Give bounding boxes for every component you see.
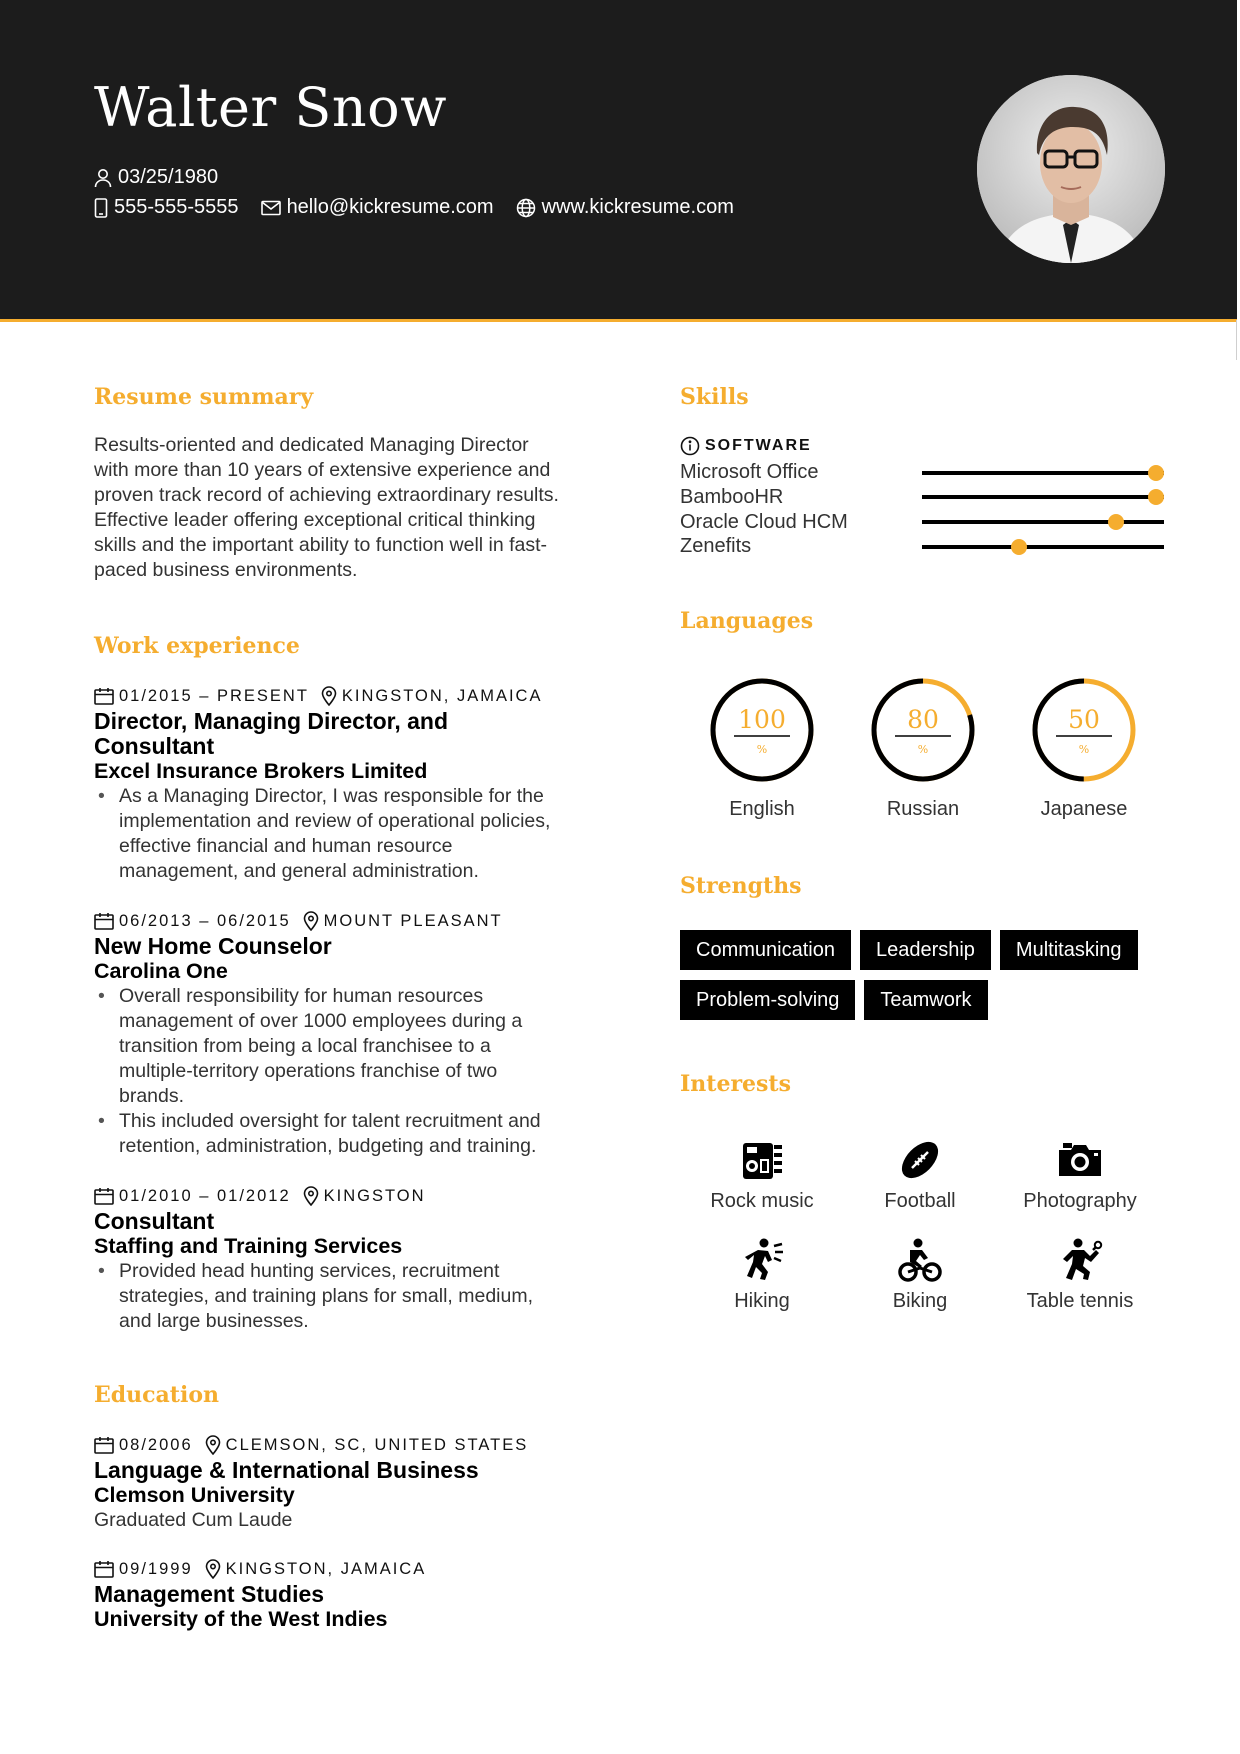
skill-bar-marker (1011, 539, 1027, 555)
language-percent-unit: % (756, 743, 768, 756)
language-name: English (729, 798, 795, 820)
job-bullets (94, 1259, 594, 1334)
skill-name: Oracle Cloud HCM (680, 511, 848, 533)
summary-line: skills and the important ability to function well in fast- (94, 534, 548, 556)
table-tennis-player-icon (1056, 1236, 1104, 1284)
bullet-line: transition from being a local franchisee to a (119, 1035, 491, 1057)
contact-row (94, 196, 756, 219)
email[interactable] (261, 196, 494, 219)
education-degree: Language & International Business (94, 1457, 479, 1483)
hiker-icon (738, 1236, 786, 1284)
summary-line: Results-oriented and dedicated Managing Director (94, 434, 529, 456)
interest-name: Hiking (734, 1290, 790, 1312)
birthdate-row (94, 166, 240, 189)
education-entry (94, 1434, 594, 1533)
page-edge-divider (1236, 320, 1237, 360)
summary-line: with more than 10 years of extensive experience and (94, 459, 551, 481)
summary-line: paced business environments. (94, 559, 358, 581)
languages-heading: Languages (680, 608, 814, 634)
job-location: MOUNT PLEASANT (323, 911, 503, 930)
job-dates: 01/2010 – 01/2012 (119, 1186, 291, 1205)
skill-name: Zenefits (680, 535, 752, 557)
location-pin-icon (303, 1186, 319, 1206)
interest-item (1000, 1136, 1160, 1213)
strengths-tags (680, 930, 1200, 1030)
boombox-icon (738, 1136, 786, 1184)
skill-bar (922, 545, 1164, 549)
education-location: CLEMSON, SC, UNITED STATES (225, 1435, 529, 1454)
bullet-line: effective financial and human resource (119, 835, 453, 857)
phone[interactable] (94, 196, 239, 219)
job-meta (94, 910, 594, 932)
skill-name: BambooHR (680, 486, 784, 508)
job-company: Staffing and Training Services (94, 1234, 403, 1258)
bullet-line: • Provided head hunting services, recruitment (119, 1260, 500, 1282)
work-heading: Work experience (94, 633, 300, 659)
job-entry (94, 685, 594, 884)
education-school: Clemson University (94, 1483, 295, 1507)
candidate-name: Walter Snow (94, 76, 447, 139)
job-dates: 06/2013 – 06/2015 (119, 911, 291, 930)
language-ring (868, 675, 978, 785)
language-item (707, 675, 817, 821)
language-percent-value: 100 (738, 705, 786, 734)
job-entry (94, 910, 594, 1159)
interests-heading: Interests (680, 1071, 791, 1097)
job-bullet (94, 1109, 594, 1159)
strength-tag: Communication (680, 930, 851, 970)
calendar-icon (94, 1187, 114, 1205)
bullet-line: management of over 1000 employees during a (119, 1010, 523, 1032)
job-location: KINGSTON (323, 1186, 426, 1205)
strength-tag: Leadership (860, 930, 991, 970)
job-title-line: Consultant (94, 733, 215, 759)
job-title (94, 1209, 594, 1234)
bullet-line: multiple-territory operations franchise of two (119, 1060, 498, 1082)
language-percent-value: 80 (907, 705, 939, 734)
job-title-line: New Home Counselor (94, 933, 332, 959)
football-icon (896, 1136, 944, 1184)
bullet-line: and large businesses. (119, 1310, 309, 1332)
interest-name: Photography (1023, 1190, 1137, 1212)
strengths-heading: Strengths (680, 873, 802, 899)
location-pin-icon (321, 686, 337, 706)
interest-item (840, 1236, 1000, 1313)
website-text: www.kickresume.com (541, 196, 734, 218)
language-name: Russian (886, 798, 960, 820)
job-entry (94, 1185, 594, 1334)
interest-name: Football (884, 1190, 956, 1212)
interest-item (682, 1136, 842, 1213)
calendar-icon (94, 912, 114, 930)
calendar-icon (94, 1560, 114, 1578)
interest-item (1000, 1236, 1160, 1313)
skill-bar-marker (1148, 489, 1164, 505)
skill-name: Microsoft Office (680, 461, 819, 483)
skill-category-label: SOFTWARE (705, 437, 812, 454)
skill-bar (922, 471, 1164, 475)
mail-icon (261, 200, 281, 216)
bullet-line: • This included oversight for talent recruitment and (119, 1110, 541, 1132)
skill-bar (922, 495, 1164, 499)
language-percent-unit: % (1078, 743, 1090, 756)
job-company: Carolina One (94, 959, 228, 983)
skill-category (680, 436, 812, 456)
profile-photo (977, 75, 1165, 263)
phone-icon (94, 198, 108, 218)
education-location: KINGSTON, JAMAICA (225, 1559, 427, 1578)
strength-tag: Multitasking (1000, 930, 1138, 970)
cyclist-icon (896, 1236, 944, 1284)
job-bullets (94, 784, 594, 884)
job-meta (94, 1185, 594, 1207)
summary-line: proven track record of achieving extraordinary results. (94, 484, 559, 506)
job-location: KINGSTON, JAMAICA (341, 686, 543, 705)
job-company: Excel Insurance Brokers Limited (94, 759, 428, 783)
job-title (94, 709, 594, 759)
education-meta (94, 1434, 594, 1456)
bullet-line: strategies, and training plans for small, medium, (119, 1285, 534, 1307)
job-bullet (94, 984, 594, 1109)
skill-bar (922, 520, 1164, 524)
header-band (0, 0, 1237, 320)
education-dates: 08/2006 (119, 1435, 193, 1454)
education-dates: 09/1999 (119, 1559, 193, 1578)
language-item (1029, 675, 1139, 821)
language-ring (1029, 675, 1139, 785)
job-dates: 01/2015 – PRESENT (119, 686, 309, 705)
job-bullets (94, 984, 594, 1159)
bullet-line: brands. (119, 1085, 185, 1107)
calendar-icon (94, 1436, 114, 1454)
skill-bar-marker (1148, 465, 1164, 481)
education-meta (94, 1558, 594, 1580)
language-percent-unit: % (917, 743, 929, 756)
summary-line: Effective leader offering exceptional critical thinking (94, 509, 536, 531)
language-item (868, 675, 978, 821)
interest-item (840, 1136, 1000, 1213)
job-bullet (94, 1259, 594, 1334)
education-school: University of the West Indies (94, 1607, 388, 1631)
camera-icon (1056, 1136, 1104, 1184)
job-title-line: Director, Managing Director, and (94, 708, 449, 734)
bullet-line: • As a Managing Director, I was responsible for the (119, 785, 544, 807)
birthdate-text: 03/25/1980 (118, 166, 219, 188)
person-icon (94, 168, 112, 188)
education-note: Graduated Cum Laude (94, 1509, 293, 1531)
job-bullet (94, 784, 594, 884)
bullet-line: implementation and review of operational policies, (119, 810, 551, 832)
interest-name: Biking (892, 1290, 948, 1312)
location-pin-icon (205, 1435, 221, 1455)
summary-text (94, 433, 594, 583)
bullet-line: • Overall responsibility for human resources (119, 985, 484, 1007)
phone-text: 555-555-5555 (114, 196, 239, 218)
interest-name: Rock music (710, 1190, 814, 1212)
education-entry (94, 1558, 594, 1632)
info-icon (680, 436, 700, 456)
strength-tag: Teamwork (864, 980, 987, 1020)
job-meta (94, 685, 594, 707)
education-heading: Education (94, 1382, 219, 1408)
email-text: hello@kickresume.com (286, 196, 494, 218)
birthdate (94, 166, 218, 189)
location-pin-icon (205, 1559, 221, 1579)
bullet-line: retention, administration, budgeting and training. (119, 1135, 537, 1157)
skills-heading: Skills (680, 384, 749, 410)
interest-item (682, 1236, 842, 1313)
header-accent-line (0, 319, 1237, 322)
job-title (94, 934, 594, 959)
language-name: Japanese (1040, 798, 1128, 820)
education-degree: Management Studies (94, 1581, 325, 1607)
globe-icon (516, 198, 536, 218)
bullet-line: management, and general administration. (119, 860, 479, 882)
skill-bar-marker (1108, 514, 1124, 530)
location-pin-icon (303, 911, 319, 931)
job-title-line: Consultant (94, 1208, 215, 1234)
language-percent-value: 50 (1068, 705, 1100, 734)
interest-name: Table tennis (1026, 1290, 1134, 1312)
language-ring (707, 675, 817, 785)
calendar-icon (94, 687, 114, 705)
website[interactable] (516, 196, 734, 219)
summary-heading: Resume summary (94, 384, 314, 410)
strength-tag: Problem-solving (680, 980, 855, 1020)
